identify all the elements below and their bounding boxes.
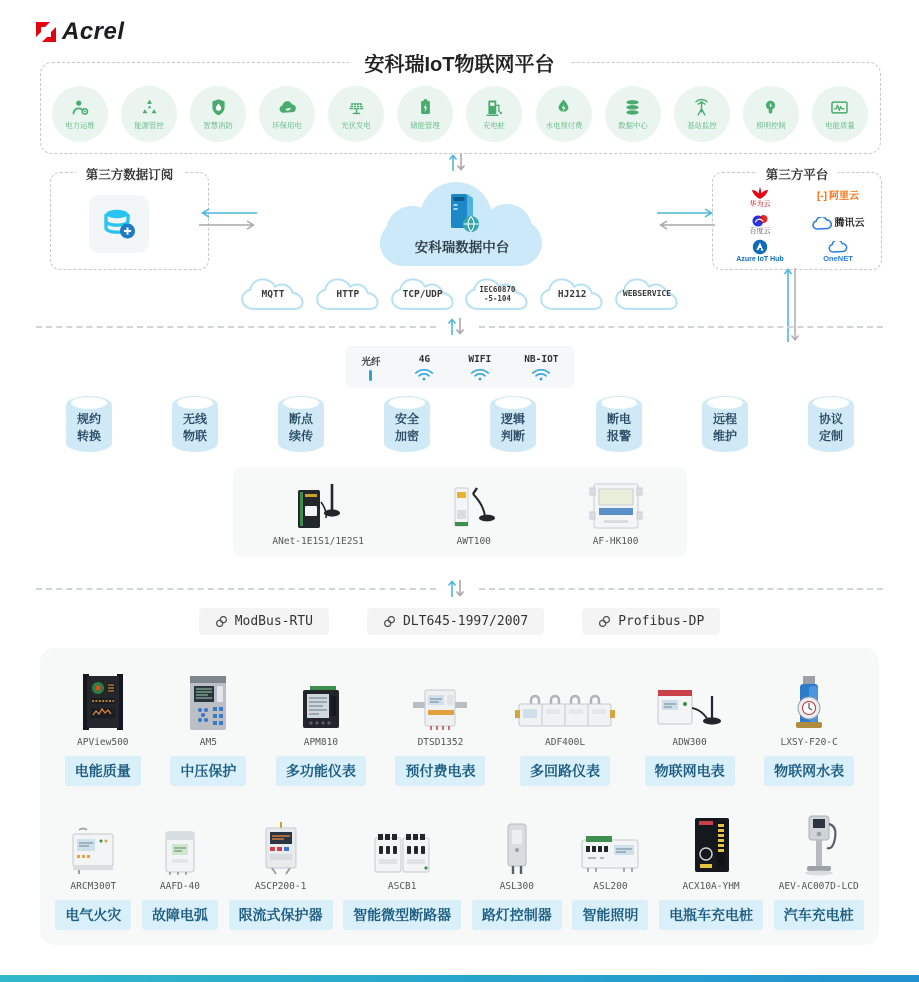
device-image-adw300 bbox=[654, 668, 726, 732]
divider-upper-left bbox=[36, 326, 436, 328]
product-lxsy-f20c bbox=[764, 668, 854, 786]
product-model: AEV-AC007D-LCD bbox=[778, 881, 859, 892]
divider-lower-right bbox=[479, 588, 883, 590]
product-acx10a bbox=[659, 816, 763, 930]
provider-onenet: OneNET bbox=[823, 241, 853, 263]
app-energy-management bbox=[121, 86, 177, 142]
gateway-anet bbox=[272, 478, 364, 547]
capability-protocol-conversion: 规约 转换 bbox=[66, 396, 112, 452]
device-image-afhk100 bbox=[584, 478, 648, 532]
antenna-tower-icon bbox=[691, 97, 712, 118]
device-image-anet bbox=[288, 478, 348, 532]
conn-wifi: WIFI bbox=[468, 354, 491, 381]
product-model: ADF400L bbox=[545, 737, 586, 748]
link-icon bbox=[383, 615, 396, 628]
waveform-icon bbox=[829, 97, 850, 118]
device-image-ascp200 bbox=[258, 816, 304, 876]
product-asl200 bbox=[572, 816, 648, 930]
product-model: APView500 bbox=[77, 737, 129, 748]
device-image-acx10a bbox=[687, 816, 735, 876]
product-model: ASL200 bbox=[593, 881, 628, 892]
pill-modbus: ModBus-RTU bbox=[199, 608, 329, 635]
link-icon bbox=[215, 615, 228, 628]
updown-arrows-lower bbox=[446, 576, 466, 600]
vertical-arrows-right bbox=[783, 264, 801, 351]
product-model: ASCB1 bbox=[387, 881, 417, 892]
product-category-badge: 电气火灾 bbox=[55, 900, 131, 930]
device-image-asl200 bbox=[576, 816, 644, 876]
app-eco-power bbox=[259, 86, 315, 142]
device-image-arcm300t bbox=[65, 816, 121, 876]
device-image-am5 bbox=[184, 668, 232, 732]
app-base-station bbox=[674, 86, 730, 142]
onenet-cloud-icon bbox=[828, 241, 848, 254]
product-aev bbox=[774, 816, 864, 930]
product-arcm300t bbox=[55, 816, 131, 930]
product-category-badge: 电能质量 bbox=[65, 756, 141, 786]
device-image-awt100 bbox=[443, 478, 505, 532]
products-box bbox=[40, 648, 879, 945]
app-label: 电力运维 bbox=[65, 121, 95, 130]
data-server-icon bbox=[439, 192, 485, 236]
app-label: 充电桩 bbox=[483, 121, 506, 130]
gateway-model: ANet-1E1S1/1E2S1 bbox=[272, 536, 364, 547]
link-icon bbox=[598, 615, 611, 628]
subscribe-db-tile bbox=[89, 195, 149, 253]
product-category-badge: 预付费电表 bbox=[395, 756, 485, 786]
database-stack-icon bbox=[622, 97, 643, 118]
device-image-aev bbox=[797, 816, 841, 876]
protocol-cloud-hj212: HJ212 bbox=[536, 273, 608, 314]
app-label: 照明控制 bbox=[756, 121, 786, 130]
capability-wireless-iot: 无线 物联 bbox=[172, 396, 218, 452]
product-adw300 bbox=[645, 668, 735, 786]
conn-fiber: 光纤 bbox=[361, 354, 380, 381]
product-category-badge: 智能照明 bbox=[572, 900, 648, 930]
power-maintenance-icon bbox=[70, 97, 91, 118]
product-model: DTSD1352 bbox=[417, 737, 464, 748]
product-category-badge: 汽车充电桩 bbox=[774, 900, 864, 930]
product-dtsd1352 bbox=[395, 668, 485, 786]
app-lighting-control bbox=[743, 86, 799, 142]
page-title: 安科瑞IoT物联网平台 bbox=[0, 48, 919, 77]
device-image-adf400l bbox=[515, 668, 615, 732]
product-category-badge: 多功能仪表 bbox=[276, 756, 366, 786]
product-model: ASCP200-1 bbox=[254, 881, 307, 892]
cloud-label: 安科瑞数据中台 bbox=[414, 240, 510, 255]
water-drop-icon bbox=[553, 97, 574, 118]
left-box-title: 第三方数据订阅 bbox=[51, 165, 208, 183]
product-ascp200 bbox=[229, 816, 333, 930]
app-charging-pile bbox=[466, 86, 522, 142]
product-category-badge: 多回路仪表 bbox=[520, 756, 610, 786]
huawei-cloud-icon bbox=[750, 186, 770, 200]
footer-accent-bar bbox=[0, 975, 919, 982]
product-category-badge: 路灯控制器 bbox=[472, 900, 562, 930]
app-energy-storage bbox=[397, 86, 453, 142]
product-model: ASL300 bbox=[499, 881, 534, 892]
protocol-cloud-webservice: WEBSERVICE bbox=[611, 273, 683, 314]
app-data-center bbox=[605, 86, 661, 142]
app-label: 水电预付费 bbox=[545, 121, 582, 130]
product-asl300 bbox=[472, 816, 562, 930]
pill-profibus: Profibus-DP bbox=[582, 608, 720, 635]
database-add-icon bbox=[99, 204, 139, 244]
app-label: 智慧消防 bbox=[203, 121, 233, 130]
product-adf400l bbox=[515, 668, 615, 786]
device-image-ascb1 bbox=[371, 816, 433, 876]
right-box-title: 第三方平台 bbox=[713, 165, 881, 183]
device-image-apview500 bbox=[77, 668, 129, 732]
pill-dlt645: DLT645-1997/2007 bbox=[367, 608, 544, 635]
gateway-box bbox=[233, 467, 687, 557]
acrel-data-cloud bbox=[372, 180, 552, 268]
product-category-badge: 故障电弧 bbox=[142, 900, 218, 930]
product-model: LXSY-F20-C bbox=[780, 737, 838, 748]
product-row-2 bbox=[50, 816, 869, 930]
energy-management-icon bbox=[139, 97, 160, 118]
product-category-badge: 限流式保护器 bbox=[229, 900, 333, 930]
product-model: APM810 bbox=[303, 737, 339, 748]
gateway-awt100 bbox=[443, 478, 505, 547]
product-model: ACX10A-YHM bbox=[682, 881, 740, 892]
app-water-prepaid bbox=[536, 86, 592, 142]
wifi-icon bbox=[413, 367, 435, 381]
azure-iot-hub-icon bbox=[752, 239, 768, 255]
protocol-cloud-iec60870: IEC60870 -5-104 bbox=[461, 273, 533, 314]
app-smart-fire bbox=[190, 86, 246, 142]
gateway-afhk100 bbox=[584, 478, 648, 547]
product-category-badge: 中压保护 bbox=[170, 756, 246, 786]
exchange-arrows-right bbox=[655, 206, 717, 237]
protocol-cloud-row bbox=[237, 273, 683, 314]
capability-encryption: 安全 加密 bbox=[384, 396, 430, 452]
app-power-maintenance bbox=[52, 86, 108, 142]
tencent-cloud-icon bbox=[812, 217, 832, 231]
product-apview500 bbox=[65, 668, 141, 786]
app-label: 能源管控 bbox=[134, 121, 164, 130]
provider-tencent-cloud: 腾讯云 bbox=[812, 217, 865, 231]
divider-upper-right bbox=[479, 326, 883, 328]
capability-outage-alarm: 断电 报警 bbox=[596, 396, 642, 452]
product-model: AAFD-40 bbox=[159, 881, 200, 892]
product-am5 bbox=[170, 668, 246, 786]
device-image-aafd40 bbox=[158, 816, 202, 876]
solar-panel-icon bbox=[346, 97, 367, 118]
app-label: 环保用电 bbox=[272, 121, 302, 130]
app-icon-row bbox=[52, 86, 868, 142]
capability-logic-judgement: 逻辑 判断 bbox=[490, 396, 536, 452]
product-aafd40 bbox=[142, 816, 218, 930]
conn-nbiot: NB-IOT bbox=[524, 354, 558, 381]
app-power-quality bbox=[812, 86, 868, 142]
provider-azure-iot-hub: Azure IoT Hub bbox=[736, 239, 783, 263]
product-row-1 bbox=[50, 668, 869, 786]
third-party-subscribe-box bbox=[50, 168, 209, 270]
device-image-lxsy bbox=[787, 668, 831, 732]
acrel-logo bbox=[34, 18, 125, 46]
bus-protocol-row bbox=[0, 608, 919, 635]
app-label: 储能管理 bbox=[410, 121, 441, 130]
app-label: 光伏发电 bbox=[341, 121, 372, 130]
device-image-apm810 bbox=[298, 668, 344, 732]
capability-custom-protocol: 协议 定制 bbox=[808, 396, 854, 452]
updown-arrows-mid bbox=[446, 314, 466, 338]
charging-pile-icon bbox=[484, 97, 505, 118]
product-category-badge: 智能微型断路器 bbox=[343, 900, 461, 930]
fiber-icon bbox=[369, 370, 372, 381]
product-category-badge: 电瓶车充电桩 bbox=[659, 900, 763, 930]
product-apm810 bbox=[276, 668, 366, 786]
baidu-cloud-icon bbox=[751, 213, 769, 227]
acrel-logo-icon bbox=[34, 20, 58, 44]
provider-baidu-cloud: 百度云 bbox=[750, 213, 771, 235]
app-label: 数据中心 bbox=[617, 121, 648, 130]
exchange-arrows-left bbox=[197, 206, 259, 237]
device-image-dtsd1352 bbox=[411, 668, 469, 732]
smart-fire-shield-icon bbox=[208, 97, 229, 118]
device-image-asl300 bbox=[500, 816, 534, 876]
updown-arrows-top bbox=[447, 150, 467, 174]
wifi-icon bbox=[469, 367, 491, 381]
wifi-icon bbox=[530, 367, 552, 381]
app-label: 基站监控 bbox=[686, 121, 717, 130]
provider-huawei-cloud: 华为云 bbox=[750, 186, 771, 208]
gateway-model: AWT100 bbox=[456, 536, 491, 547]
app-label: 电能质量 bbox=[825, 121, 855, 130]
product-model: ARCM300T bbox=[70, 881, 117, 892]
capability-cylinder-row bbox=[66, 396, 854, 452]
lightbulb-icon bbox=[760, 97, 781, 118]
product-category-badge: 物联网电表 bbox=[645, 756, 735, 786]
third-party-platform-box bbox=[712, 168, 882, 270]
protocol-cloud-http: HTTP bbox=[312, 273, 384, 314]
provider-ali-cloud: [-] 阿里云 bbox=[817, 190, 859, 202]
capability-remote-maintenance: 远程 维护 bbox=[702, 396, 748, 452]
protocol-cloud-mqtt: MQTT bbox=[237, 273, 309, 314]
product-ascb1 bbox=[343, 816, 461, 930]
product-model: ADW300 bbox=[672, 737, 707, 748]
app-pv-generation bbox=[328, 86, 384, 142]
product-model: AM5 bbox=[199, 737, 217, 748]
protocol-cloud-tcpudp: TCP/UDP bbox=[387, 273, 459, 314]
capability-resume-transfer: 断点 续传 bbox=[278, 396, 324, 452]
eco-power-cloud-icon bbox=[277, 97, 298, 118]
divider-lower-left bbox=[36, 588, 436, 590]
conn-4g: 4G bbox=[413, 354, 435, 381]
battery-storage-icon bbox=[415, 97, 436, 118]
connectivity-box bbox=[345, 346, 575, 388]
brand-name: Acrel bbox=[62, 18, 125, 45]
product-category-badge: 物联网水表 bbox=[764, 756, 854, 786]
gateway-model: AF-HK100 bbox=[592, 536, 639, 547]
